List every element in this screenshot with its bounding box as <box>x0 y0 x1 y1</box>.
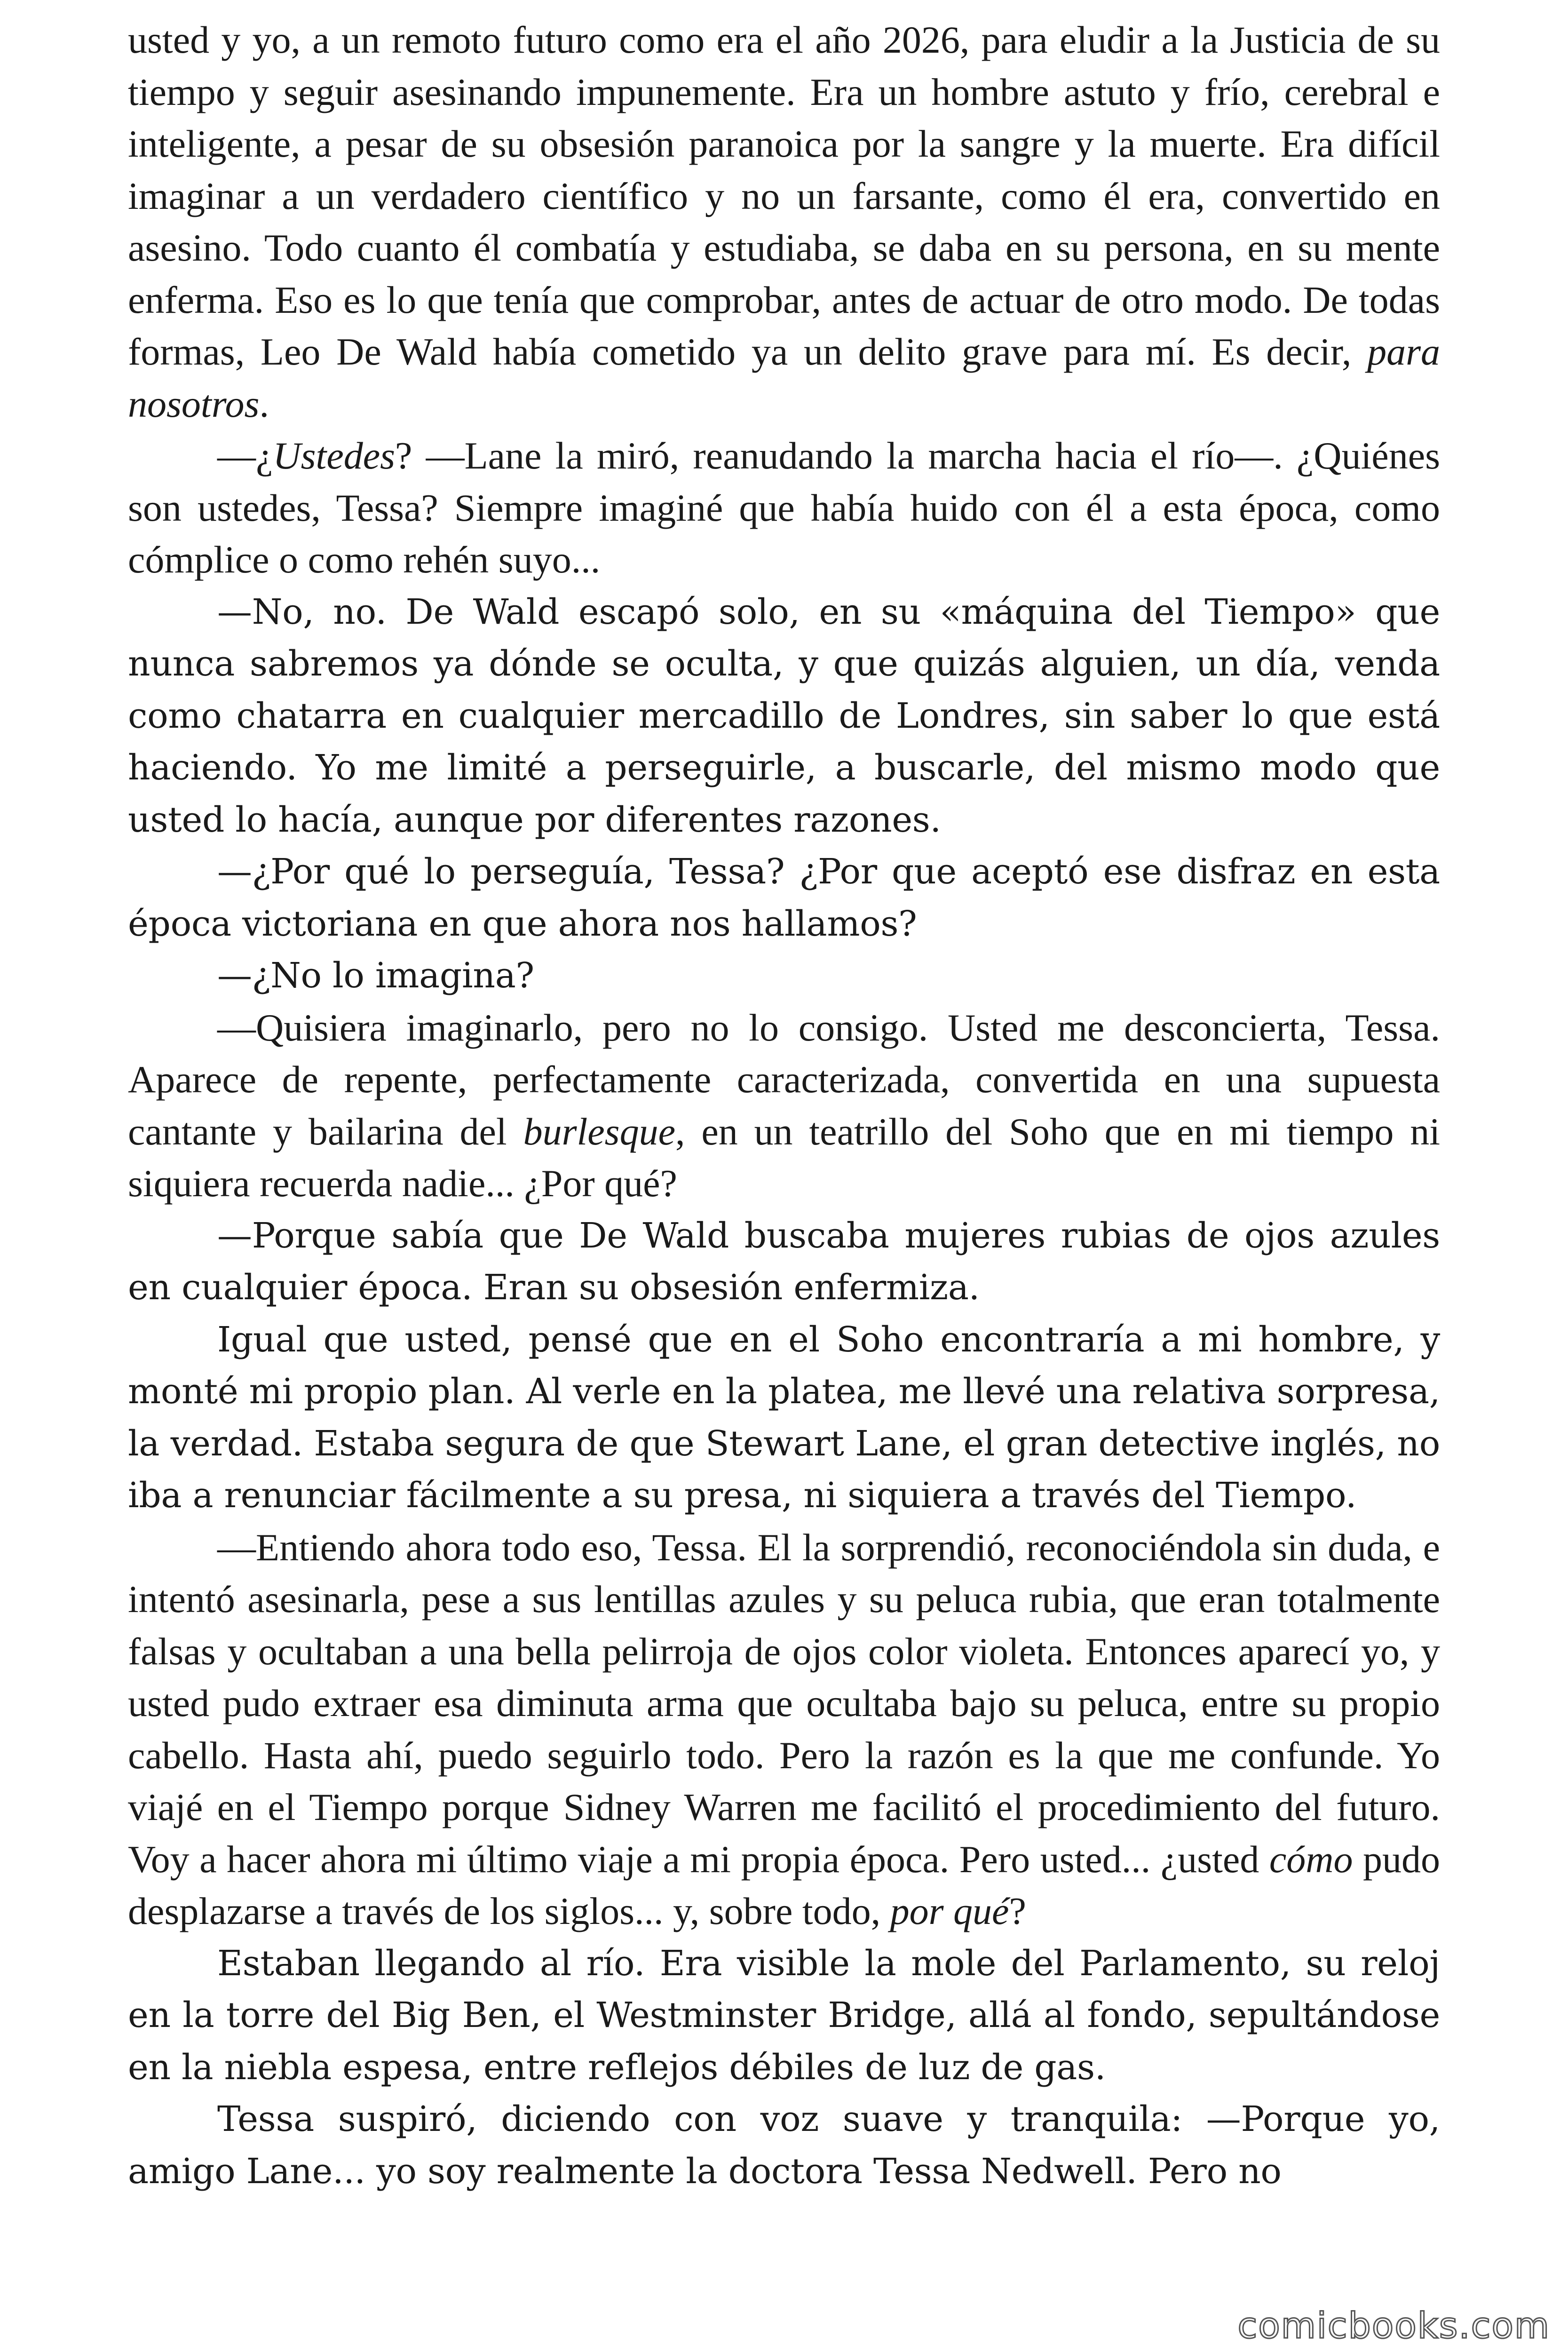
paragraph <box>128 846 1440 950</box>
italic-text-run: burlesque <box>523 1110 675 1153</box>
text-run: , en un teatrillo del Soho que en mi tiempo ni siquiera recuerda nadie... ¿Por qué? <box>128 1110 1440 1205</box>
italic-text-run: Ustedes <box>273 434 396 477</box>
paragraph <box>128 2093 1440 2197</box>
text-run: —¿ <box>217 434 273 477</box>
text-run: —No, no. De Wald escapó solo, en su «máquina del Tiempo» que nunca sabremos ya dónde se oculta, y que quizás alguien, un día, venda como chatarra en cualquier mercadillo de Londres, sin saber lo que está haciendo. Yo me limité a perseguirle, a buscarle, del mismo modo que usted lo hacía, aunque por diferentes razones. <box>128 591 1440 840</box>
text-run: usted y yo, a un remoto futuro como era el año 2026, para eludir a la Justicia de su tiempo y seguir asesinando impunemente. Era un hombre astuto y frío, cerebral e inteligente, a pesar de su obsesión paranoica por la sangre y la muerte. Era difícil imaginar a un verdadero científico y no un farsante, como él era, convertido en asesino. Todo cuanto él combatía y estudiaba, se daba en su persona, en su mente enferma. Eso es lo que tenía que comprobar, antes de actuar de otro modo. De todas formas, Leo De Wald había cometido ya un delito grave para mí. Es decir, <box>128 18 1440 373</box>
italic-text-run: para nosotros <box>128 330 1440 425</box>
text-run: —Quisiera imaginarlo, pero no lo consigo. Usted me desconcierta, Tessa. Aparece de repente, perfectamente caracterizada, convertida en una supuesta cantante y bailarina del <box>128 1006 1440 1153</box>
paragraph <box>128 1522 1440 1938</box>
paragraph <box>128 14 1440 430</box>
page-text-body <box>128 14 1440 2197</box>
text-run: —Porque sabía que De Wald buscaba mujeres rubias de ojos azules en cualquier época. Eran su obsesión enfermiza. <box>128 1215 1440 1308</box>
text-run: ? <box>1009 1890 1026 1932</box>
text-run: —Entiendo ahora todo eso, Tessa. El la sorprendió, reconociéndola sin duda, e intentó asesinarla, pese a sus lentillas azules y su peluca rubia, que eran totalmente falsas y ocultaban a una bella pelirroja de ojos color violeta. Entonces aparecí yo, y usted pudo extraer esa diminuta arma que ocultaba bajo su peluca, entre su propio cabello. Hasta ahí, puedo seguirlo todo. Pero la razón es la que me confunde. Yo viajé en el Tiempo porque Sidney Warren me facilitó el procedimiento del futuro. Voy a hacer ahora mi último viaje a mi propia época. Pero usted... ¿usted <box>128 1526 1440 1881</box>
text-run: Igual que usted, pensé que en el Soho encontraría a mi hombre, y monté mi propio plan. Al verle en la platea, me llevé una relativa sorpresa, la verdad. Estaba segura de que Stewart Lane, el gran detective inglés, no iba a renunciar fácilmente a su presa, ni siquiera a través del Tiempo. <box>128 1319 1440 1516</box>
text-run: Tessa suspiró, diciendo con voz suave y tranquila: —Porque yo, amigo Lane... yo soy realmente la doctora Tessa Nedwell. Pero no <box>128 2099 1440 2192</box>
paragraph <box>128 1314 1440 1522</box>
paragraph <box>128 1938 1440 2094</box>
text-run: . <box>259 382 269 425</box>
text-run: Estaban llegando al río. Era visible la mole del Parlamento, su reloj en la torre del Big Ben, el Westminster Bridge, allá al fondo, sepultándose en la niebla espesa, entre reflejos débiles de luz de gas. <box>128 1943 1440 2088</box>
text-run: —¿No lo imagina? <box>217 955 534 996</box>
text-run: pudo desplazarse a través de los siglos... y, sobre todo, <box>128 1837 1440 1932</box>
book-page <box>128 14 1440 2338</box>
paragraph <box>128 1210 1440 1314</box>
paragraph <box>128 430 1440 586</box>
text-run: ? —Lane la miró, reanudando la marcha hacia el río—. ¿Quiénes son ustedes, Tessa? Siempre imaginé que había huido con él a esta época, como cómplice o como rehén suyo... <box>128 434 1440 581</box>
paragraph <box>128 950 1440 1002</box>
watermark-logo: comicbooks.com <box>1237 2304 1550 2346</box>
text-run: —¿Por qué lo perseguía, Tessa? ¿Por que aceptó ese disfraz en esta época victoriana en que ahora nos hallamos? <box>128 851 1440 944</box>
italic-text-run: por qué <box>890 1890 1009 1932</box>
italic-text-run: cómo <box>1269 1837 1353 1881</box>
paragraph <box>128 586 1440 846</box>
paragraph <box>128 1002 1440 1210</box>
